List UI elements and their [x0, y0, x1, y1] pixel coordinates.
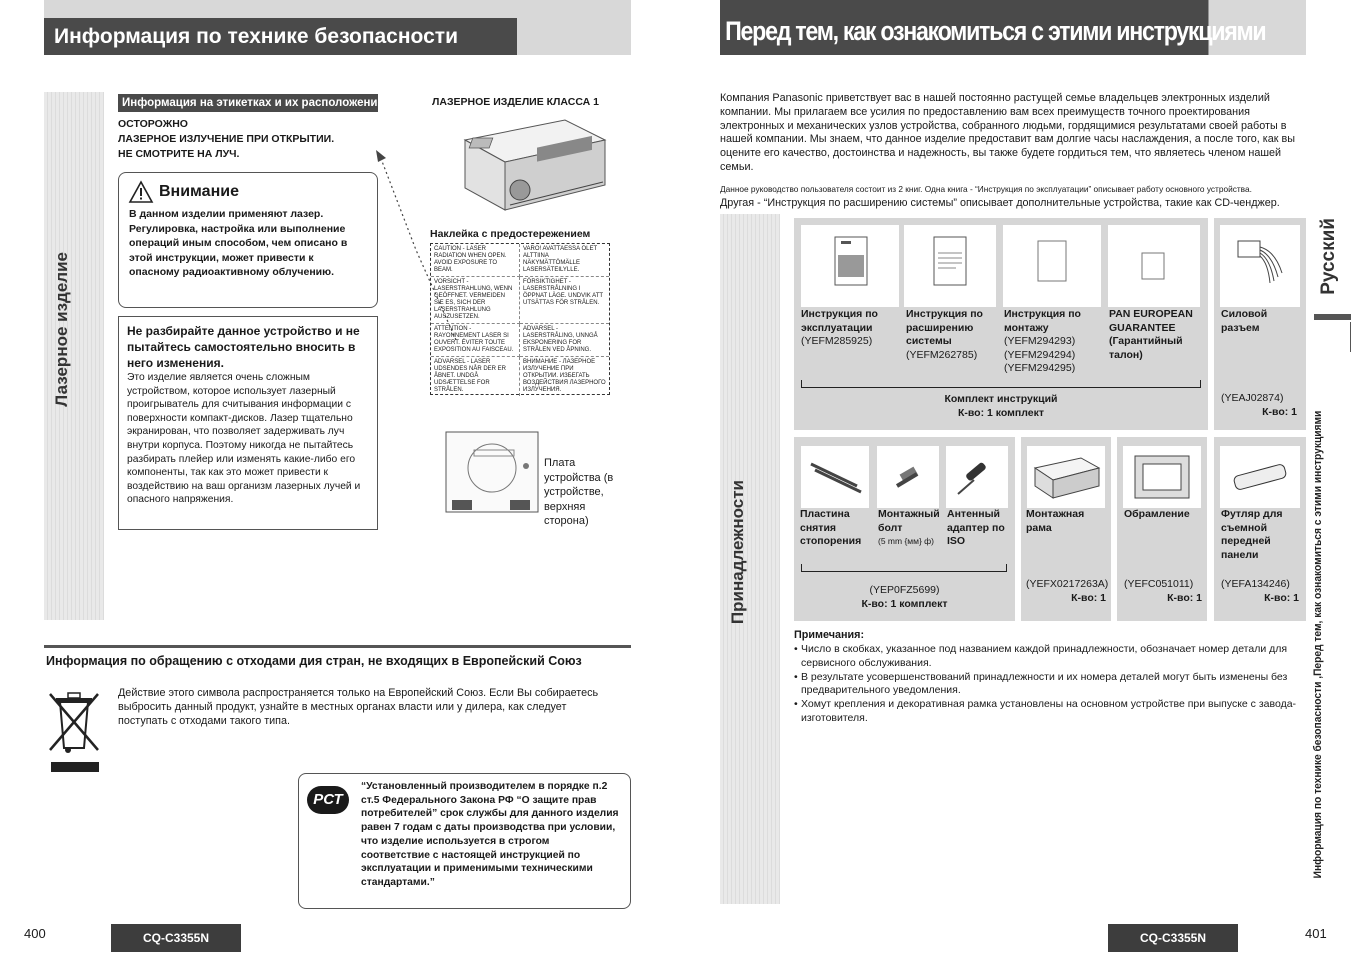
mounting-bolt-icon: [877, 446, 939, 508]
left-page-title: Информация по технике безопасности: [44, 18, 517, 55]
item-caption: (YEFA134246) К-во: 1: [1221, 578, 1299, 604]
waste-text: Действие этого символа распространяется только на Европейский Союз. Если Вы собираетесь выбросить данный продукт, узнайте в местных органах власти или у дилера, как следует поступать с отходами такого типа.: [118, 687, 599, 727]
laser-class-label: ЛАЗЕРНОЕ ИЗДЕЛИЕ КЛАССА 1: [432, 96, 599, 108]
group-bracket: [801, 564, 1007, 572]
item-caption: Инструкция по монтажу (YEFM294293) (YEFM294294) (YEFM294295): [1004, 308, 1081, 374]
item-caption: (YEFC051011) К-во: 1: [1124, 578, 1202, 604]
manual-note: Другая - “Инструкция по расширению системы” описывает дополнительные устройства, такие как CD-ченджер.: [720, 197, 1280, 209]
guarantee-card-icon: [1108, 225, 1200, 307]
item-caption: PAN EUROPEAN GUARANTEE (Гарантийный талон): [1109, 308, 1193, 361]
item-thumb: [1220, 225, 1300, 307]
booklet-icon: [904, 225, 996, 307]
sticker-label: ADVARSEL - LASER UDSENDES NÅR DER ER ÅBNET. UNDGÅ UDSÆTTELSE FOR STRÅLEN.: [431, 357, 520, 396]
note-item: • Хомут крепления и декоративная рамка установлены на основном устройстве при выпуске с завода-изготовителя.: [794, 698, 1297, 724]
item-caption: Инструкция по эксплуатации (YEFM285925): [801, 308, 878, 347]
page-number-right: 401: [1305, 926, 1327, 941]
item-thumb: [1123, 446, 1201, 508]
sticker-label: CAUTION - LASER RADIATION WHEN OPEN. AVOID EXPOSURE TO BEAM.: [431, 244, 520, 277]
manual-note-small: Данное руководство пользователя состоит из 2 книг. Одна книга - “Инструкция по эксплуатации” описывает работу основного устройства.: [720, 184, 1252, 194]
booklet-icon: [1003, 225, 1101, 307]
accessories-side-strip: [720, 214, 780, 904]
sticker-label: VARO! AVATTAESSA OLET ALTTIINA NÄKYMÄTTÖMÄLLE LASERSÄTEILYLLE.: [520, 244, 609, 277]
board-caption: Плата устройства (в устройстве, верхняя сторона): [544, 457, 614, 527]
laser-side-label: Лазерное изделие: [52, 252, 71, 407]
item-caption: Обрамление: [1124, 508, 1190, 520]
device-illustration: [455, 110, 615, 220]
item-caption: Силовой разъем: [1221, 308, 1268, 334]
note-item: • Число в скобках, указанное под названием каждой принадлежности, обозначает номер детали для сервисного обслуживания.: [794, 643, 1288, 669]
caution-line: ЛАЗЕРНОЕ ИЗЛУЧЕНИЕ ПРИ ОТКРЫТИИ.: [118, 133, 335, 145]
gost-box: [298, 773, 631, 909]
warning-sticker: [430, 243, 610, 395]
item-thumb: [1220, 446, 1300, 508]
running-head: Информация по технике безопасности ,Перед тем, как ознакомиться с этими инструкциями: [1312, 410, 1324, 879]
sticker-label: FÖRSIKTIGHET - LASERSTRÅLNING I ÖPPNAT LÄGE. UNDVIK ATT UTSÄTTAS FÖR STRÅLEN.: [520, 277, 609, 324]
power-connector-icon: [1220, 225, 1300, 307]
waste-title: Информация по обращению с отходами дия стран, не входящих в Европейский Союз: [46, 654, 582, 668]
accessories-side-label: Принадлежности: [728, 480, 747, 625]
laser-side-strip: [44, 92, 104, 620]
trim-plate-icon: [1123, 446, 1201, 508]
model-label-right: CQ-C3355N: [1108, 924, 1238, 952]
release-plate-icon: [801, 446, 869, 508]
intro-text: Компания Panasonic приветствует вас в нашей постоянно растущей семье владельцев электронных изделий компании. Мы прилагаем все усилия по предоставлению вам всех преимуществ точного проектирования электронных и механических узлов устройства, собранного людьми, гордящимися результатами своей работы в нашей компании. Мы знаем, что данное изделие предоставит вам долгие часы наслаждения, а после того, как вы оцените его качество, достоинства и надежность, вы также будете гордиться тем, что являетесь членом нашей семьи.: [720, 92, 1295, 173]
caution-line: ОСТОРОЖНО: [118, 118, 188, 130]
gost-logo: РСТ: [307, 786, 349, 814]
item-caption: Монтажная рама: [1026, 508, 1085, 534]
caution-line: НЕ СМОТРИТЕ НА ЛУЧ.: [118, 148, 240, 160]
kit-bracket: [801, 380, 1201, 388]
language-marker: [1314, 314, 1351, 320]
disassembly-box: [118, 316, 378, 530]
notes-title: Примечания:: [794, 629, 865, 641]
gost-text: “Установленный производителем в порядке п.2 ст.5 Федерального Закона РФ “О защите прав потребителей” срок службы для данного изделия равен 7 годам с даты производства при условии, что изделие используется в строгом соответствие с настоящей инструкцией по эксплуатации и применимыми техническими стандартами.”: [361, 781, 619, 888]
item-thumb: [904, 225, 996, 307]
warning-box: [118, 172, 378, 308]
item-thumb: [946, 446, 1008, 508]
item-thumb: [801, 225, 899, 307]
booklet-icon: [801, 225, 899, 307]
sticker-label: VORSICHT - LASERSTRAHLUNG, WENN GEÖFFNET. VERMEIDEN SIE ES, SICH DER LASERSTRAHLUNG AUSZUSETZEN.: [431, 277, 520, 324]
note-item: • В результате усовершенствований принадлежности и их номера деталей могут быть изменены без предварительного уведомления.: [794, 670, 1288, 697]
item-caption: (YEAJ02874) К-во: 1: [1221, 392, 1297, 418]
item-caption: (YEFX0217263A) К-во: 1: [1026, 578, 1109, 604]
kit-caption: Комплект инструкций К-во: 1 комплект: [944, 393, 1058, 419]
group-caption: (YEP0FZ5699) К-во: 1 комплект: [861, 584, 948, 610]
disassembly-text: Это изделие является очень сложным устройством, которое использует лазерный проигрыватель для считывания информации с поверхности компакт-дисков. Лазер тщательно экранирован, что позволяет задерживать луч внутри корпуса. Поэтому никогда не пытайтесь разбирать плейер или изменять какие-либо его компоненты, так как это может привести к воздействию на ваш организм лазерных лучей и опасного напряжения.: [127, 372, 361, 506]
item-caption: Монтажный болт (5 mm {мм} ф): [878, 508, 940, 546]
warning-text: В данном изделии применяют лазер. Регулировка, настройка или выполнение операций иным способом, чем описано в этой инструкции, может привести к опасному радиоактивному облучению.: [129, 208, 348, 278]
item-thumb: [1003, 225, 1101, 307]
pcb-illustration: [444, 430, 540, 514]
antenna-adapter-icon: [946, 446, 1008, 508]
right-page-title: Перед тем, как ознакомиться с этими инструкциями: [720, 0, 1208, 55]
sticker-caption: Наклейка с предостережением: [430, 228, 591, 240]
warning-heading: [129, 181, 367, 203]
label-info-header: Информация на этикетках и их расположение: [118, 94, 378, 112]
model-label-left: CQ-C3355N: [111, 924, 241, 952]
sticker-label: ADVARSEL - LASERSTRÅLING, UNNGÅ EKSPONERING FOR STRÅLEN VED ÅPNING.: [520, 324, 609, 357]
item-thumb: [801, 446, 869, 508]
item-caption: Антенный адаптер по ISO: [947, 508, 1005, 547]
divider: [44, 645, 631, 648]
item-thumb: [877, 446, 939, 508]
warning-title: Внимание: [159, 183, 239, 200]
sticker-label: ВНИМАНИЕ - ЛАЗЕРНОЕ ИЗЛУЧЕНИЕ ПРИ ОТКРЫТИИ. ИЗБЕГАТЬ ВОЗДЕЙСТВИЯ ЛАЗЕРНОГО ИЗЛУЧЕНИЯ.: [523, 359, 606, 393]
language-tab: Русский: [1318, 218, 1339, 295]
sticker-label: ATTENTION - RAYONNEMENT LASER SI OUVERT. ÉVITER TOUTE EXPOSITION AU FAISCEAU.: [431, 324, 520, 357]
wheelie-bin-icon: [46, 688, 102, 774]
warning-triangle-icon: [129, 181, 153, 203]
item-caption: Футляр для съемной передней панели: [1221, 508, 1283, 561]
item-thumb: [1108, 225, 1200, 307]
item-caption: Пластина снятия стопорения: [800, 508, 862, 547]
caution-text: [118, 117, 334, 162]
disassembly-title: Не разбирайте данное устройство и не пытайтесь самостоятельно вносить в него изменения.: [127, 324, 360, 370]
item-thumb: [1027, 446, 1105, 508]
mounting-frame-icon: [1027, 446, 1105, 508]
item-caption: Инструкция по расширению системы (YEFM262785): [906, 308, 983, 361]
notes-list: [794, 643, 1308, 726]
page-number-left: 400: [24, 926, 46, 941]
panel-case-icon: [1220, 446, 1300, 508]
